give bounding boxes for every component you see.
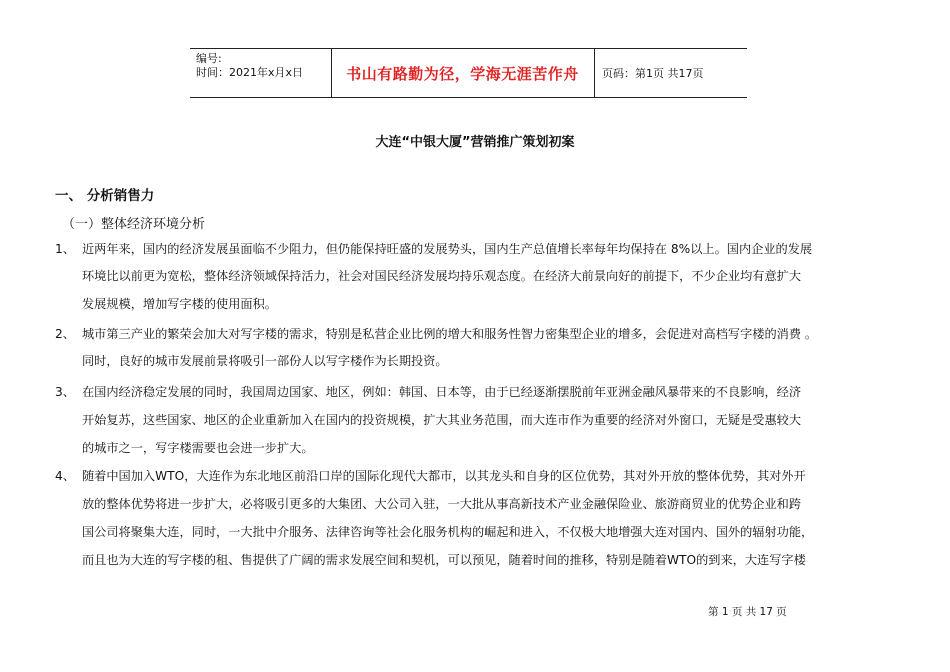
paragraph-line: 环境比以前更为宽松，整体经济领域保持活力，社会对国民经济发展均持乐观态度。在经济大前景向好的前提下，不少企业均有意扩大 <box>82 269 802 283</box>
paragraph-line: 城市第三产业的繁荣会加大对写字楼的需求，特别是私营企业比例的增大和服务性智力密集型企业的增多，会促进对高档写字楼的消费 。 <box>82 327 818 341</box>
page-footer: 第 1 页 共 17 页 <box>708 606 787 618</box>
paragraph-line: 国公司将聚集大连，同时，一大批中介服务、法律咨询等社会化服务机构的崛起和进入，不仅极大地增强大连对国内、国外的辐射功能， <box>82 525 814 539</box>
paragraph-line: 放的整体优势将进一步扩大，必将吸引更多的大集团、大公司入驻，一大批从事高新技术产业金融保险业、旅游商贸业的优势企业和跨 <box>82 497 802 511</box>
paragraph-line: 而且也为大连的写字楼的租、售提供了广阔的需求发展空间和契机，可以预见，随着时间的推移，特别是随着WTO的到来，大连写字楼 <box>82 553 806 567</box>
paragraph-line: 在国内经济稳定发展的同时，我国周边国家、地区，例如：韩国、日本等，由于已经逐渐摆脱前年亚洲金融风暴带来的不良影响，经济 <box>82 385 802 399</box>
document-title: 大连“中银大厦”营销推广策划初案 <box>375 135 575 150</box>
header-page-code: 页码：第1页 共17页 <box>602 67 704 80</box>
paragraph-line: 的城市之一，写字楼需要也会进一步扩大。 <box>82 441 314 455</box>
header-motto: 书山有路勤为径，学海无涯苦作舟 <box>346 64 579 83</box>
list-item-number: 3、 <box>55 385 75 399</box>
header-page-cell <box>594 49 747 97</box>
subsection-heading: （一）整体经济环境分析 <box>62 217 206 232</box>
section-heading: 一、 分析销售力 <box>55 188 155 204</box>
document-time-label: 时间：2021年x月x日 <box>196 66 304 79</box>
list-item-number: 2、 <box>55 327 75 341</box>
paragraph-line: 开始复苏，这些国家、地区的企业重新加入在国内的投资规模，扩大其业务范围，而大连市作为重要的经济对外窗口，无疑是受惠较大 <box>82 413 802 427</box>
document-number-label: 编号: <box>196 52 222 65</box>
paragraph-line: 近两年来，国内的经济发展虽面临不少阻力，但仍能保持旺盛的发展势头，国内生产总值增长率每年均保持在 8%以上。国内企业的发展 <box>82 242 813 256</box>
list-item-number: 4、 <box>55 469 75 483</box>
header-info-cell <box>190 49 332 97</box>
paragraph-line: 同时，良好的城市发展前景将吸引一部份人以写字楼作为长期投资。 <box>82 354 448 368</box>
paragraph-line: 随着中国加入WTO，大连作为东北地区前沿口岸的国际化现代大都市，以其龙头和自身的区位优势，其对外开放的整体优势，其对外开 <box>82 469 806 483</box>
header-motto-cell <box>331 49 595 97</box>
page-header <box>190 48 747 98</box>
paragraph-line: 发展规模，增加写字楼的使用面积。 <box>82 297 277 311</box>
list-item-number: 1、 <box>55 242 75 256</box>
